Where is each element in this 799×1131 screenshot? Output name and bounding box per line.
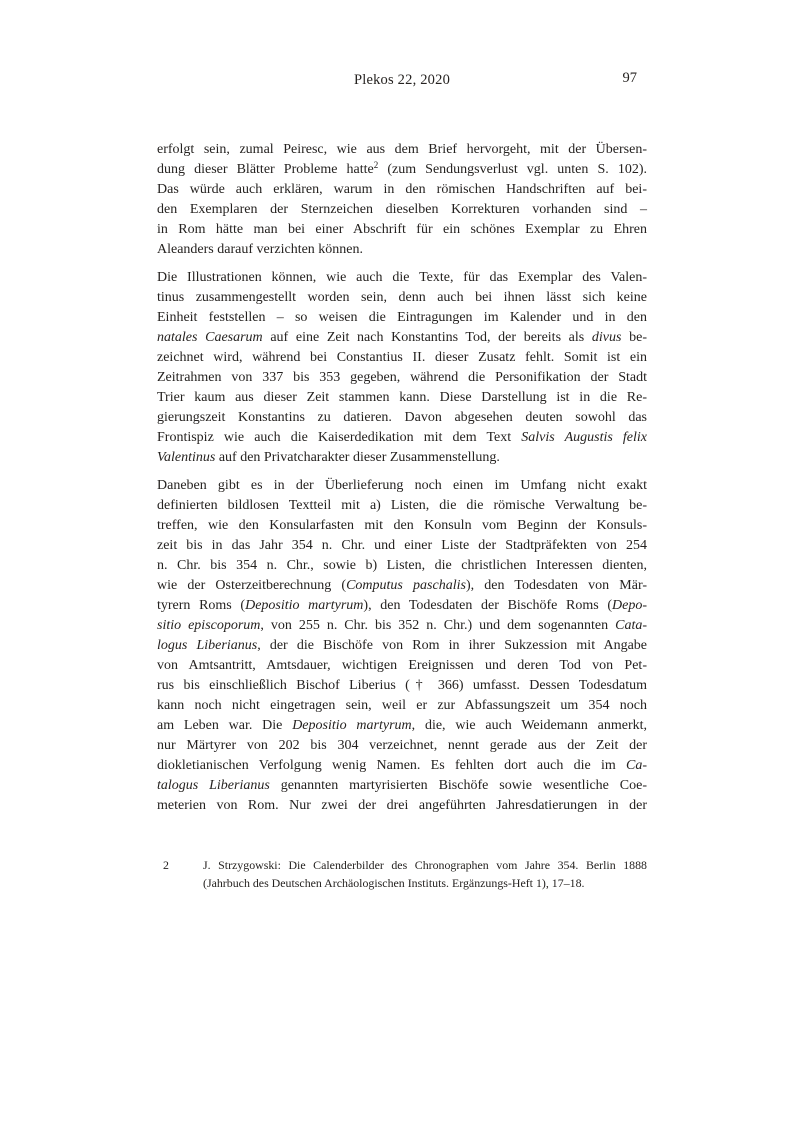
italic-text-run: Valentinus [157,450,216,465]
text-run: Aleanders darauf verzichten können. [157,242,364,257]
text-line [157,556,647,576]
text-line [157,496,647,516]
text-line [157,308,647,328]
text-line [157,348,647,368]
text-line [157,756,647,776]
italic-text-run: talogus Liberianus [157,778,270,793]
text-run: auf den Privatcharakter dieser Zusammenstellung. [215,450,500,465]
text-line [157,428,647,448]
text-run: zeichnet wird, während bei Constantius II. dieser Zusatz fehlt. Somit ist ein [157,350,647,365]
text-line [157,796,647,816]
text-run: Die Illustrationen können, wie auch die Texte, für das Exemplar des Valen- [157,270,647,285]
text-run: Das würde auch erklären, warum in den römischen Handschriften auf bei- [157,182,647,197]
text-run: Einheit feststellen – so weisen die Eintragungen im Kalender und in den [157,310,647,325]
text-run: von Amtsantritt, Amtsdauer, wichtigen Ereignissen und deren Tod von Pet- [157,658,647,673]
text-run: am Leben war. Die [157,718,293,733]
text-line [157,288,647,308]
text-line [157,476,647,496]
text-run: tinus zusammengestellt worden sein, denn auch bei ihnen lässt sich keine [157,290,647,305]
text-line [157,140,647,160]
running-header [157,71,647,91]
body-text [157,140,647,824]
text-line [157,368,647,388]
italic-text-run: sitio episcoporum [157,618,261,633]
italic-text-run: Depositio martyrum [245,598,364,613]
italic-text-run: Ca- [626,758,647,773]
text-run: gierungszeit Konstantins zu datieren. Davon abgesehen deuten sowohl das [157,410,647,425]
text-line [157,448,647,468]
text-line [157,160,647,180]
text-run: ), den Todesdaten der Bischöfe Roms ( [363,598,612,613]
text-run: , die, wie auch Weidemann anmerkt, [411,718,648,733]
text-run: , der die Bischöfe von Rom in ihrer Sukzession mit Angabe [257,638,648,653]
text-line [157,268,647,288]
italic-text-run: Salvis Augustis felix [521,430,648,445]
text-run: definierten bildlosen Textteil mit a) Listen, die die römische Verwaltung be- [157,498,647,513]
text-run: tyrern Roms ( [157,598,246,613]
paragraph [157,476,647,816]
text-run: (zum Sendungsverlust vgl. unten S. 102). [378,162,647,177]
text-line [157,616,647,636]
text-run: Trier kaum aus dieser Zeit stammen kann. Diese Darstellung ist in die Re- [157,390,647,405]
text-run: zeit bis in das Jahr 354 n. Chr. und einer Liste der Stadtpräfekten von 254 [157,538,647,553]
text-run: Zeitrahmen von 337 bis 353 gegeben, während die Personifikation der Stadt [157,370,647,385]
italic-text-run: logus Liberianus [157,638,258,653]
text-line [157,676,647,696]
text-run: erfolgt sein, zumal Peiresc, wie aus dem Brief hervorgeht, mit der Übersen- [157,142,647,157]
text-line [157,596,647,616]
text-line [157,636,647,656]
text-line [157,516,647,536]
text-run: in Rom hätte man bei einer Abschrift für ein schönes Exemplar zu Ehren [157,222,647,237]
text-run: dung dieser Blätter Probleme hatte [157,162,374,177]
text-run: nur Märtyrer von 202 bis 304 verzeichnet, nennt gerade aus der Zeit der [157,738,647,753]
text-run: den Exemplaren der Sternzeichen dieselben Korrekturen vorhanden sind – [157,202,647,217]
italic-text-run: divus [591,330,622,345]
text-line [157,656,647,676]
text-run: , von 255 n. Chr. bis 352 n. Chr.) und dem sogenannten [260,618,616,633]
italic-text-run: natales Caesarum [157,330,263,345]
footnote-text [203,856,647,892]
text-run: (Jahrbuch des Deutschen Archäologischen Instituts. Ergänzungs-Heft 1), 17–18. [203,876,585,890]
footnote-number: 2 [163,858,169,872]
text-line [157,696,647,716]
text-run: kann noch nicht eingetragen sein, weil er zur Abfassungszeit um 354 noch [157,698,647,713]
footnote-section [157,856,647,892]
text-run: meterien von Rom. Nur zwei der drei angeführten Jahresdatierungen in der [157,798,647,813]
text-run: be- [621,330,648,345]
text-line [157,576,647,596]
italic-text-run: Depositio martyrum [292,718,412,733]
page-number: 97 [622,70,637,86]
journal-title: Plekos 22, 2020 [353,72,451,88]
text-run: auf eine Zeit nach Konstantins Tod, der bereits als [262,330,592,345]
text-line [157,716,647,736]
text-run: ), den Todesdaten von Mär- [465,578,647,593]
text-line [203,874,647,892]
text-run: diokletianischen Verfolgung wenig Namen. Es fehlten dort auch die im [157,758,626,773]
text-line [157,736,647,756]
text-run: Frontispiz wie auch die Kaiserdedikation mit dem Text [157,430,522,445]
text-line [157,408,647,428]
text-line [157,388,647,408]
text-line [157,180,647,200]
text-run: treffen, wie den Konsularfasten mit den Konsuln vom Beginn der Konsuls- [157,518,647,533]
text-run: wie der Osterzeitberechnung ( [157,578,347,593]
text-run: Daneben gibt es in der Überlieferung noch einen im Umfang nicht exakt [157,478,647,493]
text-line [157,776,647,796]
text-line [203,856,647,874]
text-line [157,200,647,220]
paragraph [157,140,647,260]
footnote-ref: 2 [373,160,379,170]
italic-text-run: Depo- [612,598,647,613]
text-run: rus bis einschließlich Bischof Liberius († 366) umfasst. Dessen Todesdatum [157,678,647,693]
footnote [157,856,647,892]
text-line [157,328,647,348]
text-run: J. Strzygowski: Die Calenderbilder des Chronographen vom Jahre 354. Berlin 1888 [203,858,647,872]
text-run: n. Chr. bis 354 n. Chr., sowie b) Listen, die christlichen Interessen dienten, [157,558,647,573]
text-line [157,240,647,260]
text-line [157,536,647,556]
italic-text-run: Cata- [615,618,647,633]
paragraph [157,268,647,468]
text-line [157,220,647,240]
text-run: genannten martyrisierten Bischöfe sowie wesentliche Coe- [269,778,648,793]
italic-text-run: Computus paschalis [346,578,466,593]
